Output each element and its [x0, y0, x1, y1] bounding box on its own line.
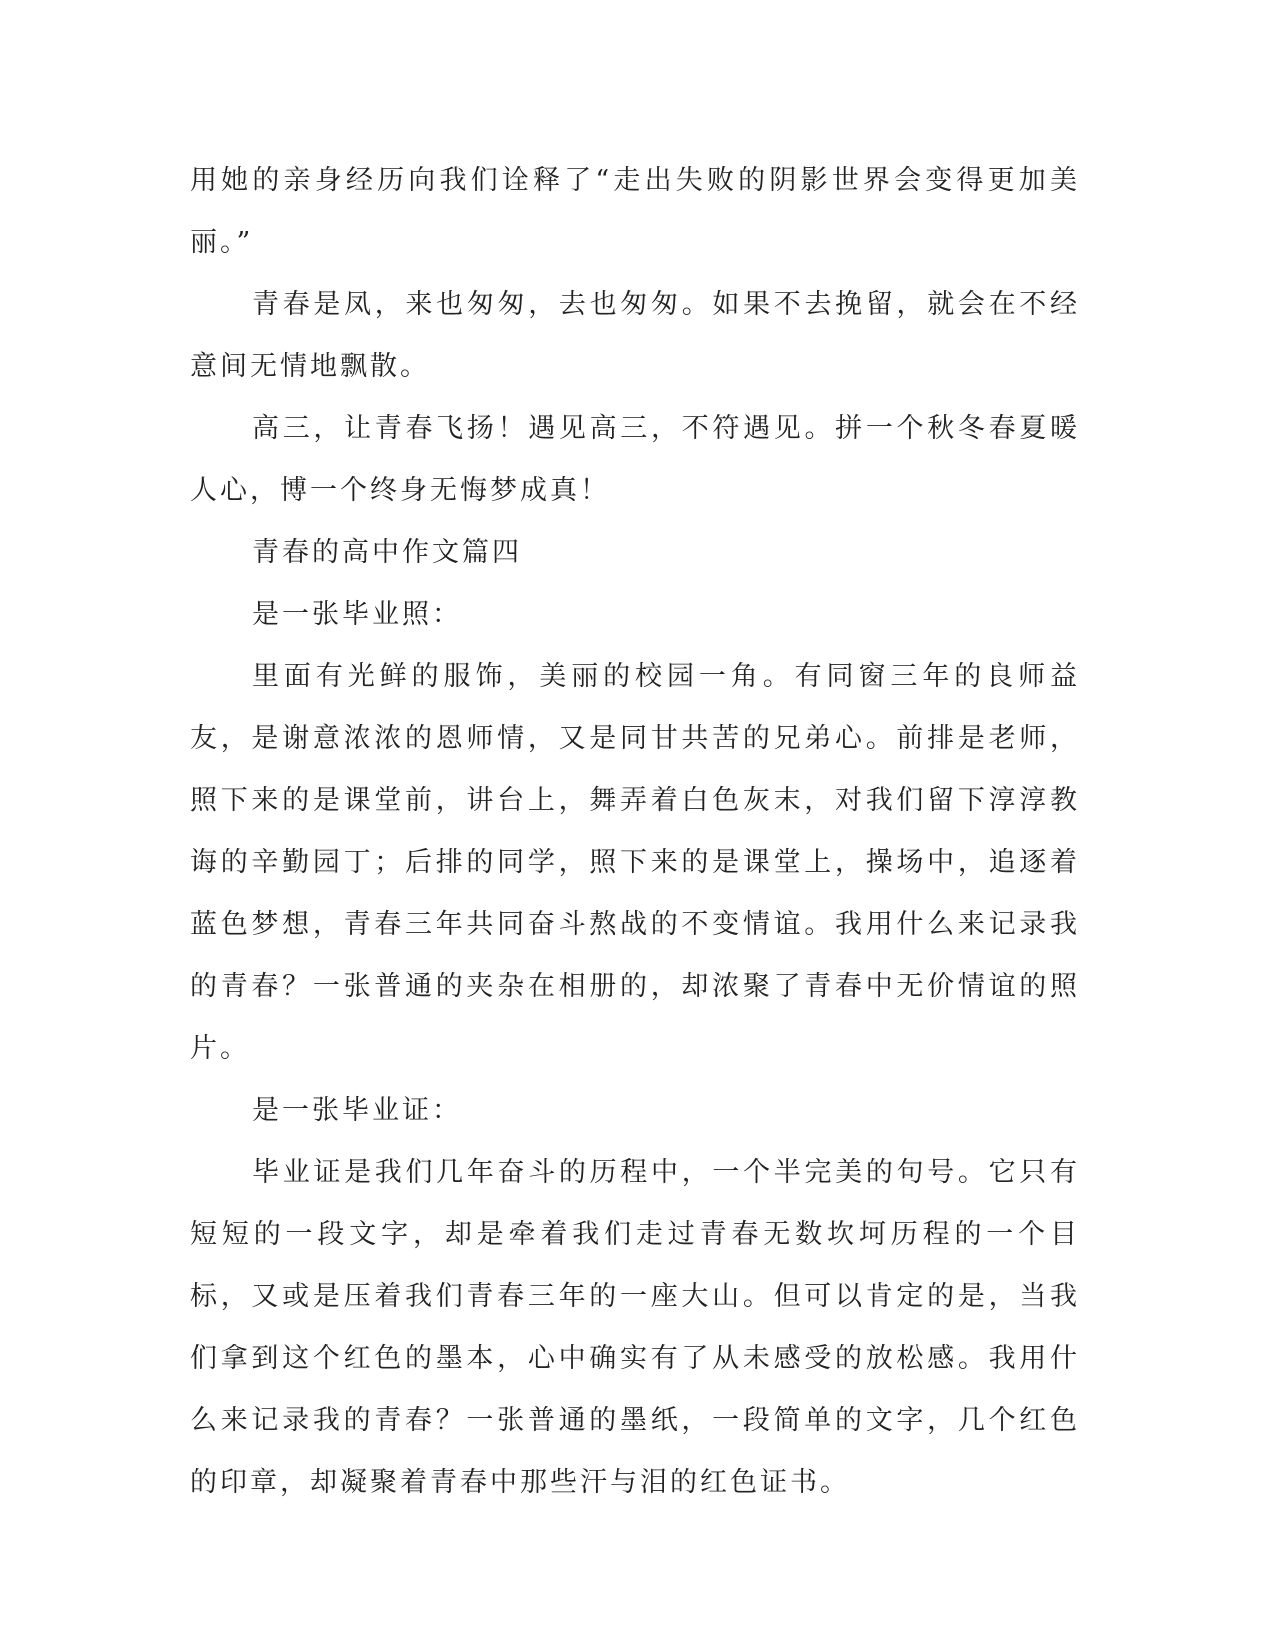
paragraph-photo: 里面有光鲜的服饰，美丽的校园一角。有同窗三年的良师益友，是谢意浓浓的恩师情，又是同甘共苦的兄弟心。前排是老师，照下来的是课堂前，讲台上，舞弄着白色灰末，对我们留下淳淳教诲的辛勤园丁；后排的同学，照下来的是课堂上，操场中，追逐着蓝色梦想，青春三年共同奋斗熬战的不变情谊。我用什么来记录我的青春？一张普通的夹杂在相册的，却浓聚了青春中无价情谊的照片。: [190, 661, 1080, 1064]
paragraph-certificate: 毕业证是我们几年奋斗的历程中，一个半完美的句号。它只有短短的一段文字，却是牵着我们走过青春无数坎坷历程的一个目标，又或是压着我们青春三年的一座大山。但可以肯定的是，当我们拿到这个红色的墨本，心中确实有了从未感受的放松感。我用什么来记录我的青春？一张普通的墨纸，一段简单的文字，几个红色的印章，却凝聚着青春中那些汗与泪的红色证书。: [190, 1157, 1080, 1498]
paragraph-subheading-certificate: 是一张毕业证：: [252, 1095, 462, 1126]
document-body: [190, 150, 1080, 1514]
paragraph-subheading-photo: 是一张毕业照：: [252, 599, 462, 630]
paragraph-3: 高三，让青春飞扬！遇见高三，不符遇见。拼一个秋冬春夏暖人心，博一个终身无悔梦成真！: [190, 413, 1080, 506]
section-heading: 青春的高中作文篇四: [252, 537, 522, 568]
paragraph-2: 青春是凤，来也匆匆，去也匆匆。如果不去挽留，就会在不经意间无情地飘散。: [190, 289, 1080, 382]
paragraph-1: 用她的亲身经历向我们诠释了“走出失败的阴影世界会变得更加美丽。”: [190, 165, 1080, 258]
